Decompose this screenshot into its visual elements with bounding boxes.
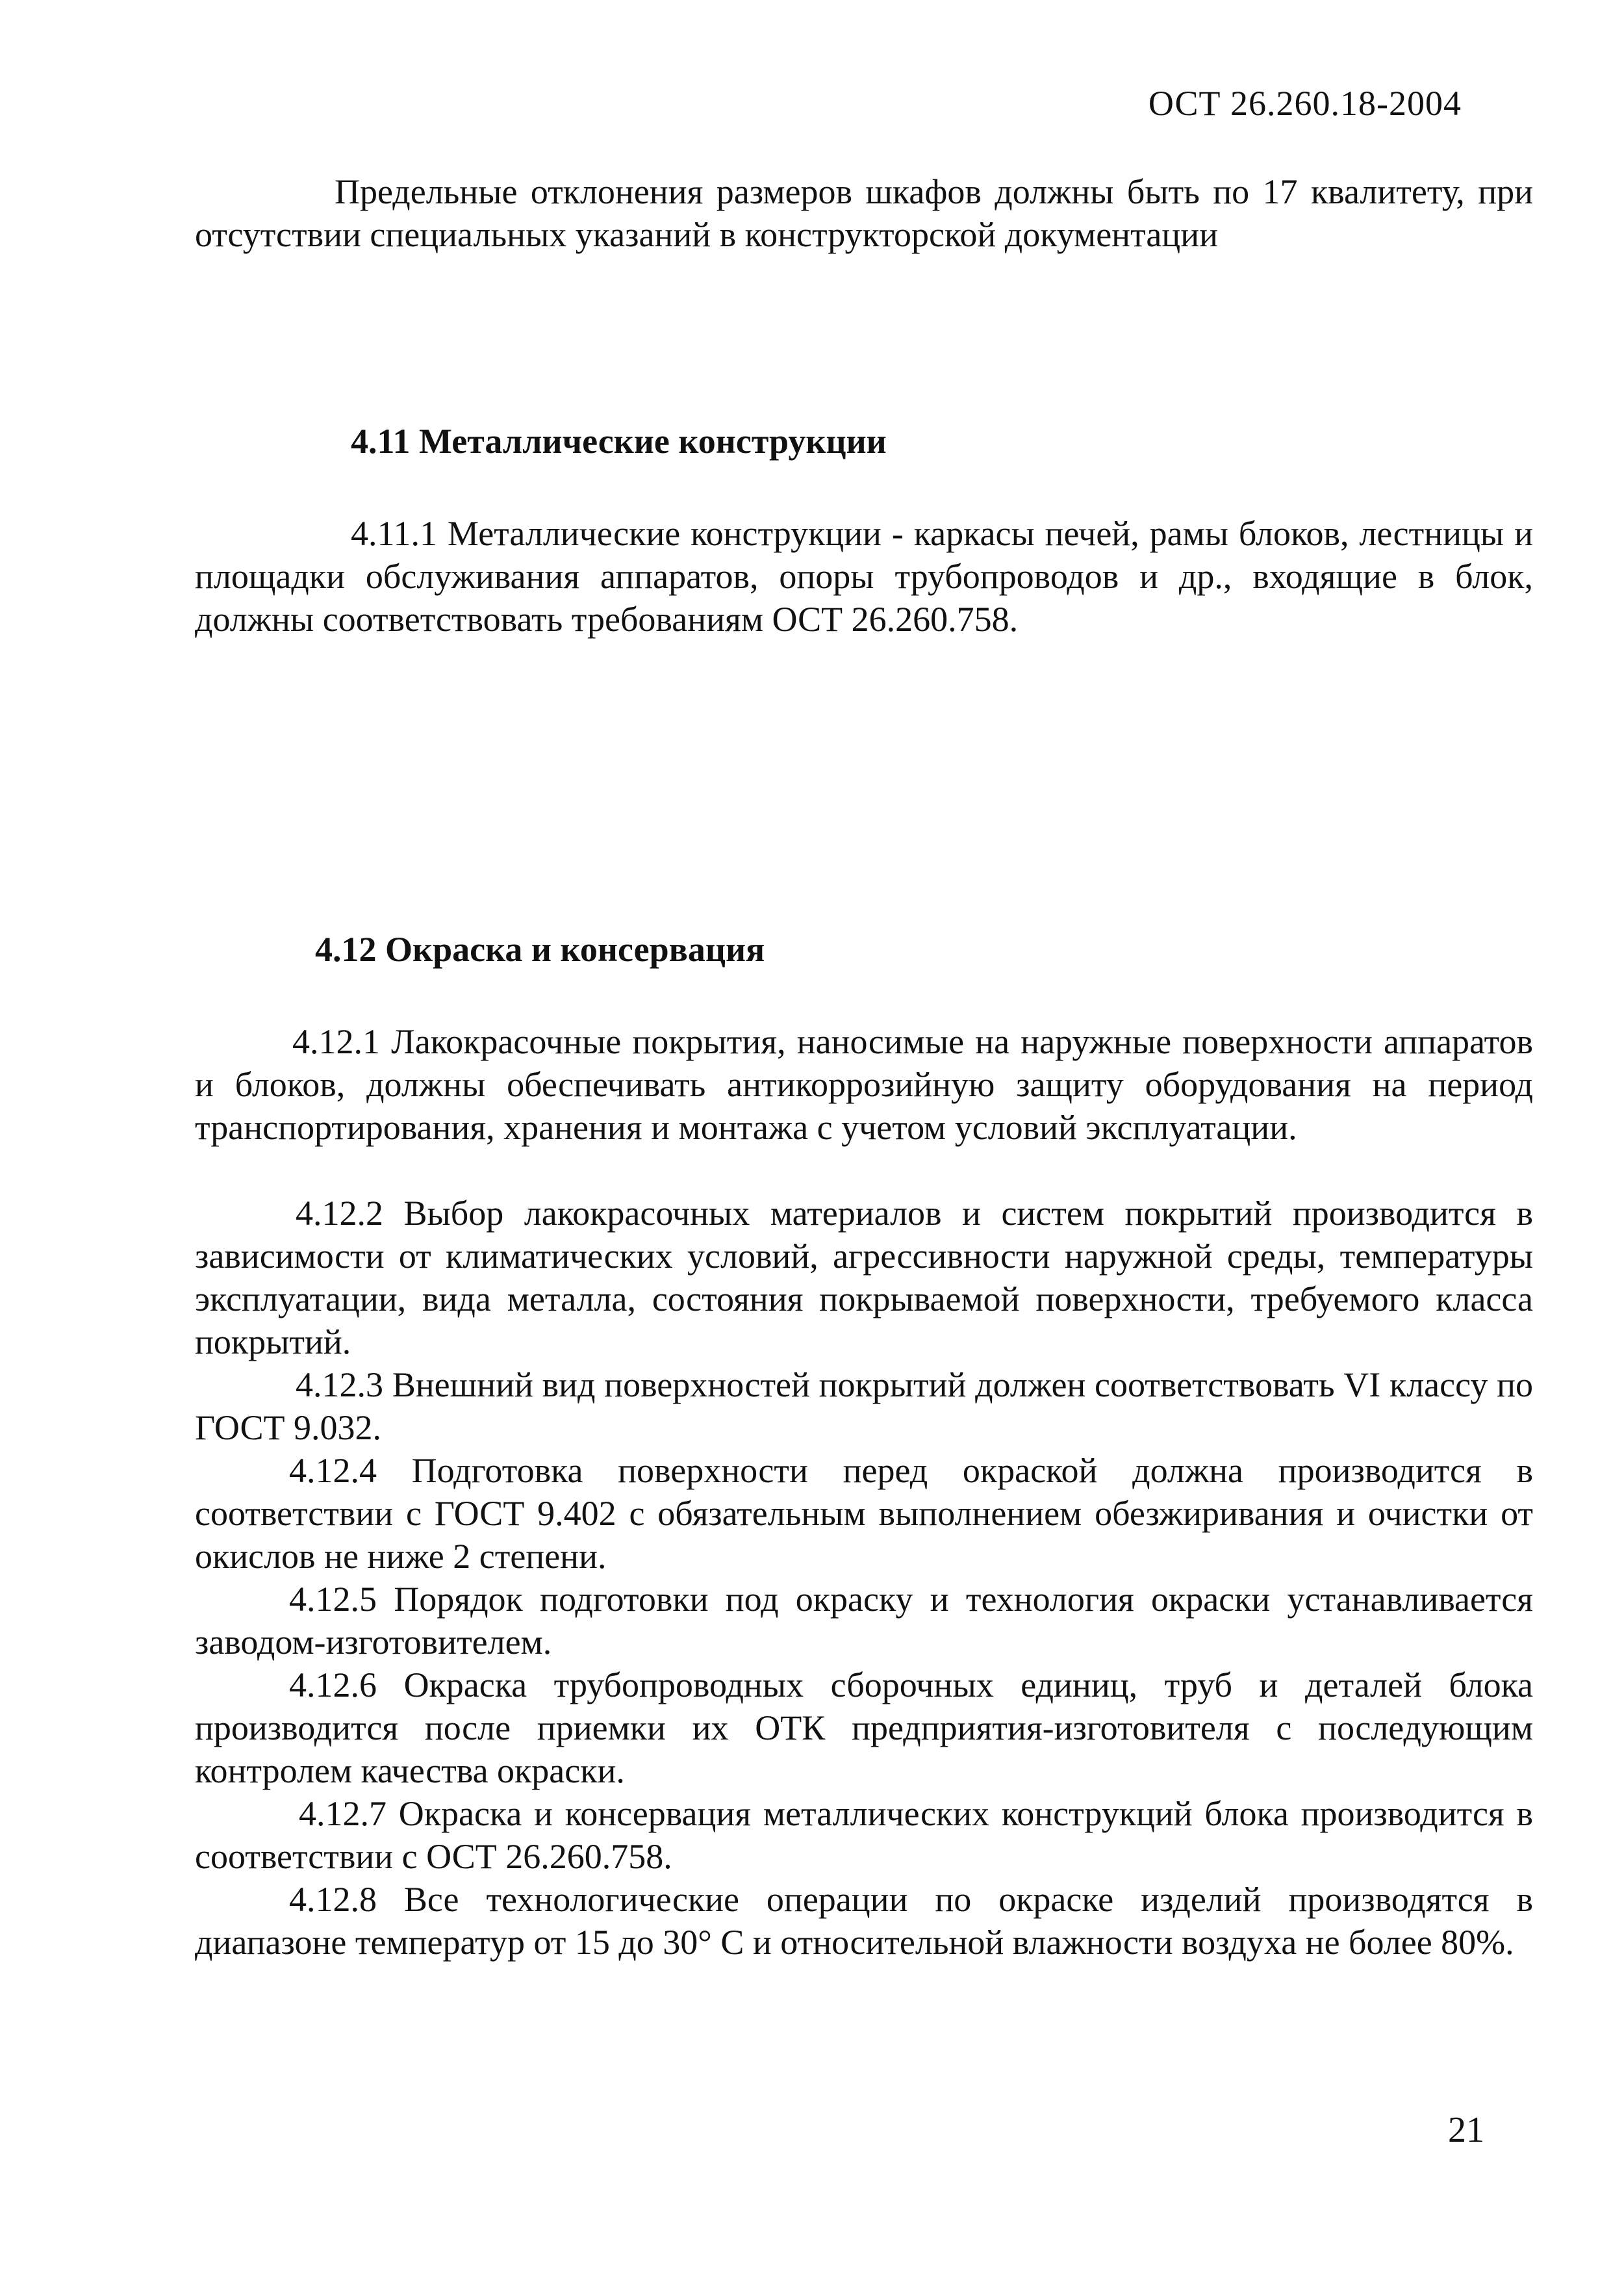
- section-heading-4-12: 4.12 Окраска и консервация: [315, 930, 765, 969]
- page-number: 21: [1448, 2110, 1484, 2150]
- paragraph-4-12-3: 4.12.3 Внешний вид поверхностей покрытий должен соответствовать VI классу по ГОСТ 9.032.: [195, 1365, 1533, 1447]
- intro-paragraph: Предельные отклонения размеров шкафов должны быть по 17 квалитету, при отсутствии специальных указаний в конструкторской документации: [195, 172, 1533, 254]
- paragraph-4-12-6: 4.12.6 Окраска трубопроводных сборочных единиц, труб и деталей блока производится после приемки их ОТК предприятия-изготовителя с последующим контролем качества окраски.: [195, 1665, 1533, 1790]
- document-code: ОСТ 26.260.18-2004: [1148, 84, 1462, 123]
- paragraph-4-12-2: 4.12.2 Выбор лакокрасочных материалов и систем покрытий производится в зависимости от климатических условий, агрессивности наружной среды, температуры эксплуатации, вида металла, состояния покрываемой поверхности, требуемого класса покрытий.: [195, 1194, 1533, 1361]
- paragraph-4-12-1: 4.12.1 Лакокрасочные покрытия, наносимые на наружные поверхности аппаратов и блоков, должны обеспечивать антикоррозийную защиту оборудования на период транспортирования, хранения и монтажа с учетом условий эксплуатации.: [195, 1022, 1533, 1147]
- section-heading-4-11: 4.11 Металлические конструкции: [351, 422, 887, 461]
- paragraph-4-12-5: 4.12.5 Порядок подготовки под окраску и технология окраски устанавливается заводом-изготовителем.: [195, 1580, 1533, 1662]
- paragraph-4-12-8: 4.12.8 Все технологические операции по окраске изделий производятся в диапазоне температур от 15 до 30° С и относительной влажности воздуха не более 80%.: [195, 1880, 1533, 1962]
- paragraph-4-12-4: 4.12.4 Подготовка поверхности перед окраской должна производится в соответствии с ГОСТ 9.402 с обязательным выполнением обезжиривания и очистки от окислов не ниже 2 степени.: [195, 1451, 1533, 1576]
- paragraph-4-12-7: 4.12.7 Окраска и консервация металлических конструкций блока производится в соответствии с ОСТ 26.260.758.: [195, 1794, 1533, 1876]
- paragraph-4-11-1: 4.11.1 Металлические конструкции - каркасы печей, рамы блоков, лестницы и площадки обслуживания аппаратов, опоры трубопроводов и др., входящие в блок, должны соответствовать требованиям ОСТ 26.260.758.: [195, 514, 1533, 639]
